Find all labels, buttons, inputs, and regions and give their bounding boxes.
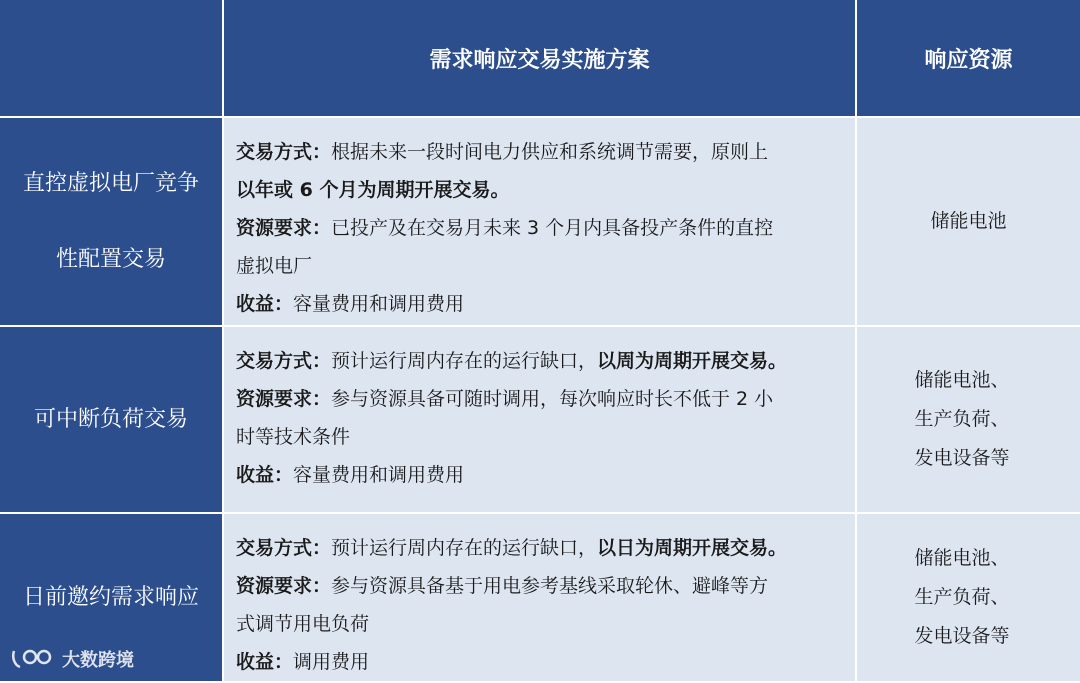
requirement-line-2 <box>236 418 843 456</box>
requirement-line <box>236 567 843 605</box>
resource-item: 储能电池 <box>930 210 1007 232</box>
requirement-line-2 <box>236 605 843 643</box>
requirement-text-2: 式调节用电负荷 <box>236 613 370 635</box>
resource-item: 生产负荷、 <box>914 586 1010 608</box>
income-text: 容量费用和调用费用 <box>293 293 465 315</box>
income-label: 收益： <box>236 651 294 673</box>
row-name-cell <box>0 327 224 514</box>
resource-cell <box>857 514 1080 683</box>
requirement-line-2 <box>236 247 843 285</box>
income-line <box>236 285 843 323</box>
requirement-text-2: 虚拟电厂 <box>236 255 313 277</box>
requirement-label: 资源要求： <box>236 575 332 597</box>
header-plan-column: 需求响应交易实施方案 <box>224 0 857 118</box>
resource-item: 发电设备等 <box>914 625 1010 647</box>
header-resource-column: 响应资源 <box>857 0 1080 118</box>
income-label: 收益： <box>236 293 294 315</box>
trade-mode-label: 交易方式： <box>236 537 332 559</box>
trade-mode-bold: 以日为周期开展交易。 <box>597 537 788 559</box>
trade-mode-label: 交易方式： <box>236 141 332 163</box>
resource-cell <box>857 327 1080 514</box>
watermark <box>10 646 134 672</box>
requirement-text: 参与资源具备可随时调用，每次响应时长不低于 2 小 <box>331 388 774 410</box>
trade-mode-line <box>236 342 843 380</box>
trade-mode-text: 预计运行周内存在的运行缺口， <box>331 537 598 559</box>
resource-item: 生产负荷、 <box>914 408 1010 430</box>
trade-mode-bold: 以周为周期开展交易。 <box>597 350 788 372</box>
row-name-line: 直控虚拟电厂竞争 <box>22 170 199 196</box>
requirement-label: 资源要求： <box>236 388 332 410</box>
income-line <box>236 643 843 681</box>
trade-mode-text: 预计运行周内存在的运行缺口， <box>331 350 598 372</box>
plan-cell <box>224 514 857 683</box>
requirement-text: 参与资源具备基于用电参考基线采取轮休、避峰等方 <box>331 575 769 597</box>
trade-mode-text: 根据未来一段时间电力供应和系统调节需要，原则上 <box>331 141 769 163</box>
header-empty-cell <box>0 0 224 118</box>
resource-item: 发电设备等 <box>914 447 1010 469</box>
watermark-text: 大数跨境 <box>62 650 134 671</box>
requirement-text-2: 时等技术条件 <box>236 426 351 448</box>
income-text: 调用费用 <box>293 651 370 673</box>
trade-mode-line <box>236 133 843 171</box>
income-label: 收益： <box>236 464 294 486</box>
trade-mode-bold-line <box>236 171 843 209</box>
row-name-cell <box>0 118 224 327</box>
requirement-line <box>236 380 843 418</box>
income-line <box>236 456 843 494</box>
requirement-text: 已投产及在交易月未来 3 个月内具备投产条件的直控 <box>331 217 774 239</box>
resource-item: 储能电池、 <box>914 369 1010 391</box>
row-name-line: 日前邀约需求响应 <box>22 584 199 610</box>
trade-mode-bold: 以年或 6 个月为周期开展交易。 <box>236 179 510 201</box>
trade-mode-label: 交易方式： <box>236 350 332 372</box>
plan-cell <box>224 118 857 327</box>
resource-item: 储能电池、 <box>914 547 1010 569</box>
requirement-label: 资源要求： <box>236 217 332 239</box>
plan-cell <box>224 327 857 514</box>
trade-mode-line <box>236 529 843 567</box>
resource-cell <box>857 118 1080 327</box>
income-text: 容量费用和调用费用 <box>293 464 465 486</box>
row-name-line: 性配置交易 <box>55 246 166 272</box>
requirement-line <box>236 209 843 247</box>
logo-icon <box>10 647 56 671</box>
row-name-line: 可中断负荷交易 <box>33 406 188 432</box>
